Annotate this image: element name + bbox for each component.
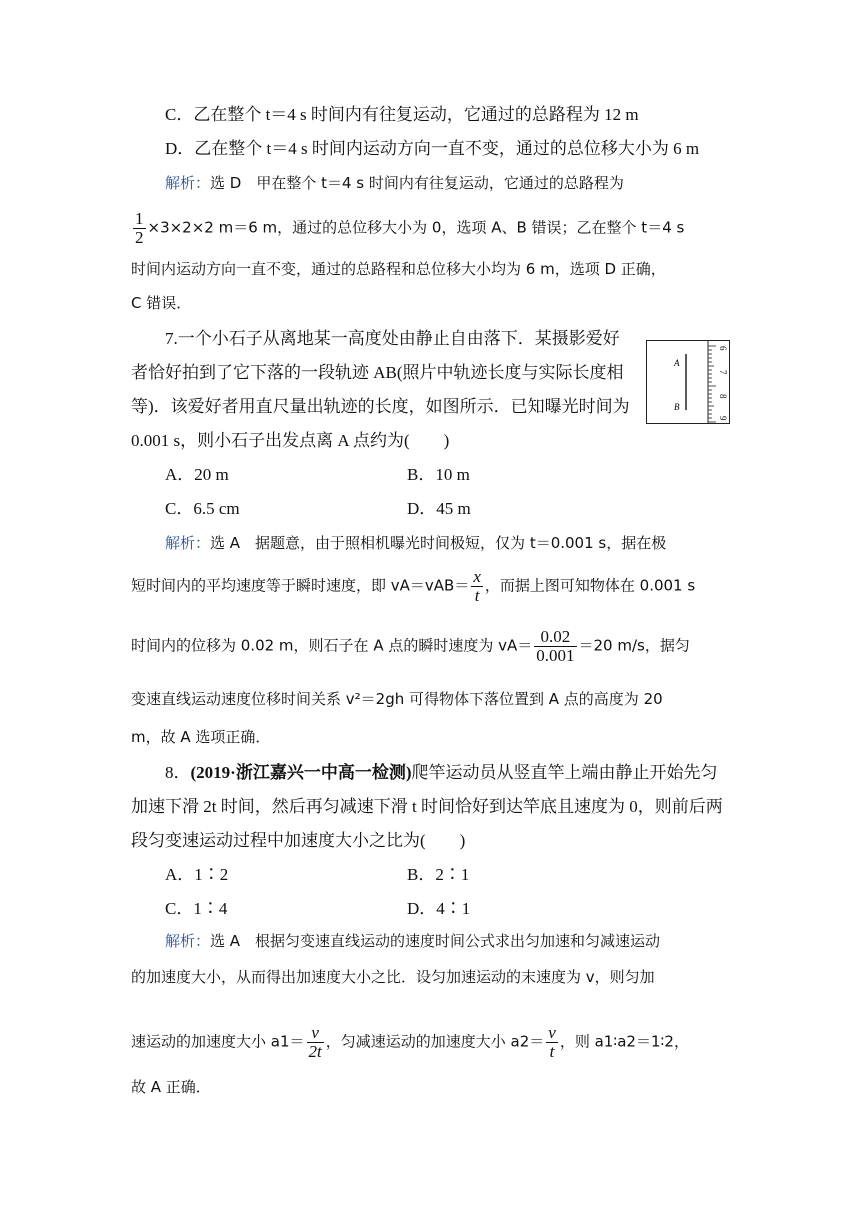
q7-answer-line-5: m，故 A 选项正确． bbox=[131, 728, 271, 746]
answer-label: 解析： bbox=[165, 534, 211, 552]
q8-option-a: A．1∶2 bbox=[165, 865, 229, 884]
q8-option-b: B．2∶1 bbox=[407, 865, 470, 884]
q8-stem-3: 段匀变速运动过程中加速度大小之比为( ) bbox=[131, 831, 466, 850]
tick-9: 9 bbox=[718, 416, 728, 421]
q7-answer-line-1: 解析：选 A 据题意，由于照相机曝光时间极短，仅为 t＝0.001 s，据在极 bbox=[165, 534, 667, 552]
q8-option-c: C．1∶4 bbox=[165, 899, 228, 918]
fraction-displacement-over-time: $\frac{0.02}{0.001}$ bbox=[536, 627, 575, 665]
q8-answer-line-1: 解析：选 A 根据匀变速直线运动的速度时间公式求出匀加速和匀减速运动 bbox=[165, 932, 661, 950]
q7-stem-2: 者恰好拍到了它下落的一段轨迹 AB(照片中轨迹长度与实际长度相 bbox=[131, 363, 624, 382]
q8-stem-1: 8．(2019·浙江嘉兴一中高一检测)爬竿运动员从竖直竿上端由静止开始先匀 bbox=[165, 763, 718, 782]
q6-answer-line-4: C 错误． bbox=[131, 294, 192, 312]
tick-6: 6 bbox=[718, 346, 728, 351]
q6-option-c: C．乙在整个 t＝4 s 时间内有往复运动，它通过的总路程为 12 m bbox=[165, 105, 639, 124]
q7-stem-3: 等)．该爱好者用直尺量出轨迹的长度，如图所示．已知曝光时间为 bbox=[131, 397, 630, 416]
q6-option-d: D．乙在整个 t＝4 s 时间内运动方向一直不变，通过的总位移大小为 6 m bbox=[165, 139, 700, 158]
q8-answer-line-3: 速运动的加速度大小 a1＝ $\frac{v}{2t}$ ，匀减速运动的加速度大小 a2＝ $\frac{v}{t}$ ，则 a1∶a2＝1∶2， bbox=[131, 1023, 689, 1061]
answer-label: 解析： bbox=[165, 174, 211, 192]
fraction-v-over-2t: $\frac{v}{2t}$ bbox=[308, 1023, 322, 1061]
q7-answer-line-3: 时间内的位移为 0.02 m，则石子在 A 点的瞬时速度为 vA＝ $\frac{0.02}{0.001}$ ＝20 m/s，据匀 bbox=[131, 627, 690, 665]
fraction-x-over-t: $\frac{x}{t}$ bbox=[473, 567, 481, 605]
fraction-v-over-t: $\frac{v}{t}$ bbox=[548, 1023, 556, 1061]
q7-stem-1: 7.一个小石子从离地某一高度处由静止自由落下．某摄影爱好 bbox=[165, 329, 620, 348]
q8-answer-line-2: 的加速度大小，从而得出加速度大小之比．设匀加速运动的末速度为 v，则匀加 bbox=[131, 968, 655, 986]
q8-stem-2: 加速下滑 2t 时间，然后再匀减速下滑 t 时间恰好到达竿底且速度为 0，则前后两 bbox=[131, 797, 723, 816]
tick-7: 7 bbox=[718, 370, 728, 375]
tick-8: 8 bbox=[718, 394, 728, 399]
label-b: B bbox=[674, 402, 680, 412]
q6-answer-line-3: 时间内运动方向一直不变，通过的总路程和总位移大小均为 6 m，选项 D 正确， bbox=[131, 260, 666, 278]
q8-source: (2019·浙江嘉兴一中高一检测) bbox=[190, 763, 412, 782]
ruler-photo-figure bbox=[646, 340, 730, 424]
q7-stem-4: 0.001 s，则小石子出发点离 A 点约为( ) bbox=[131, 431, 450, 450]
q8-answer-line-4: 故 A 正确． bbox=[131, 1078, 211, 1096]
q7-answer-line-4: 变速直线运动速度位移时间关系 v²＝2gh 可得物体下落位置到 A 点的高度为 20 bbox=[131, 690, 663, 708]
q6-answer-line-1: 解析：选 D 甲在整个 t＝4 s 时间内有往复运动，它通过的总路程为 bbox=[165, 174, 624, 192]
answer-label: 解析： bbox=[165, 932, 211, 950]
fraction-half: $\frac{1}{2}$ bbox=[135, 209, 144, 247]
q7-option-d: D．45 m bbox=[407, 499, 471, 518]
q8-option-d: D．4∶1 bbox=[407, 899, 471, 918]
q7-option-b: B．10 m bbox=[407, 465, 470, 484]
label-a: A bbox=[674, 358, 680, 368]
q6-answer-line-2: $\frac{1}{2}$ ×3×2×2 m＝6 m，通过的总位移大小为 0，选项 A、B 错误；乙在整个 t＝4 s bbox=[135, 209, 685, 247]
q7-answer-line-2: 短时间内的平均速度等于瞬时速度，即 vA＝vAB＝ $\frac{x}{t}$ ，而据上图可知物体在 0.001 s bbox=[131, 567, 696, 605]
q7-option-a: A．20 m bbox=[165, 465, 229, 484]
q7-option-c: C．6.5 cm bbox=[165, 499, 240, 518]
